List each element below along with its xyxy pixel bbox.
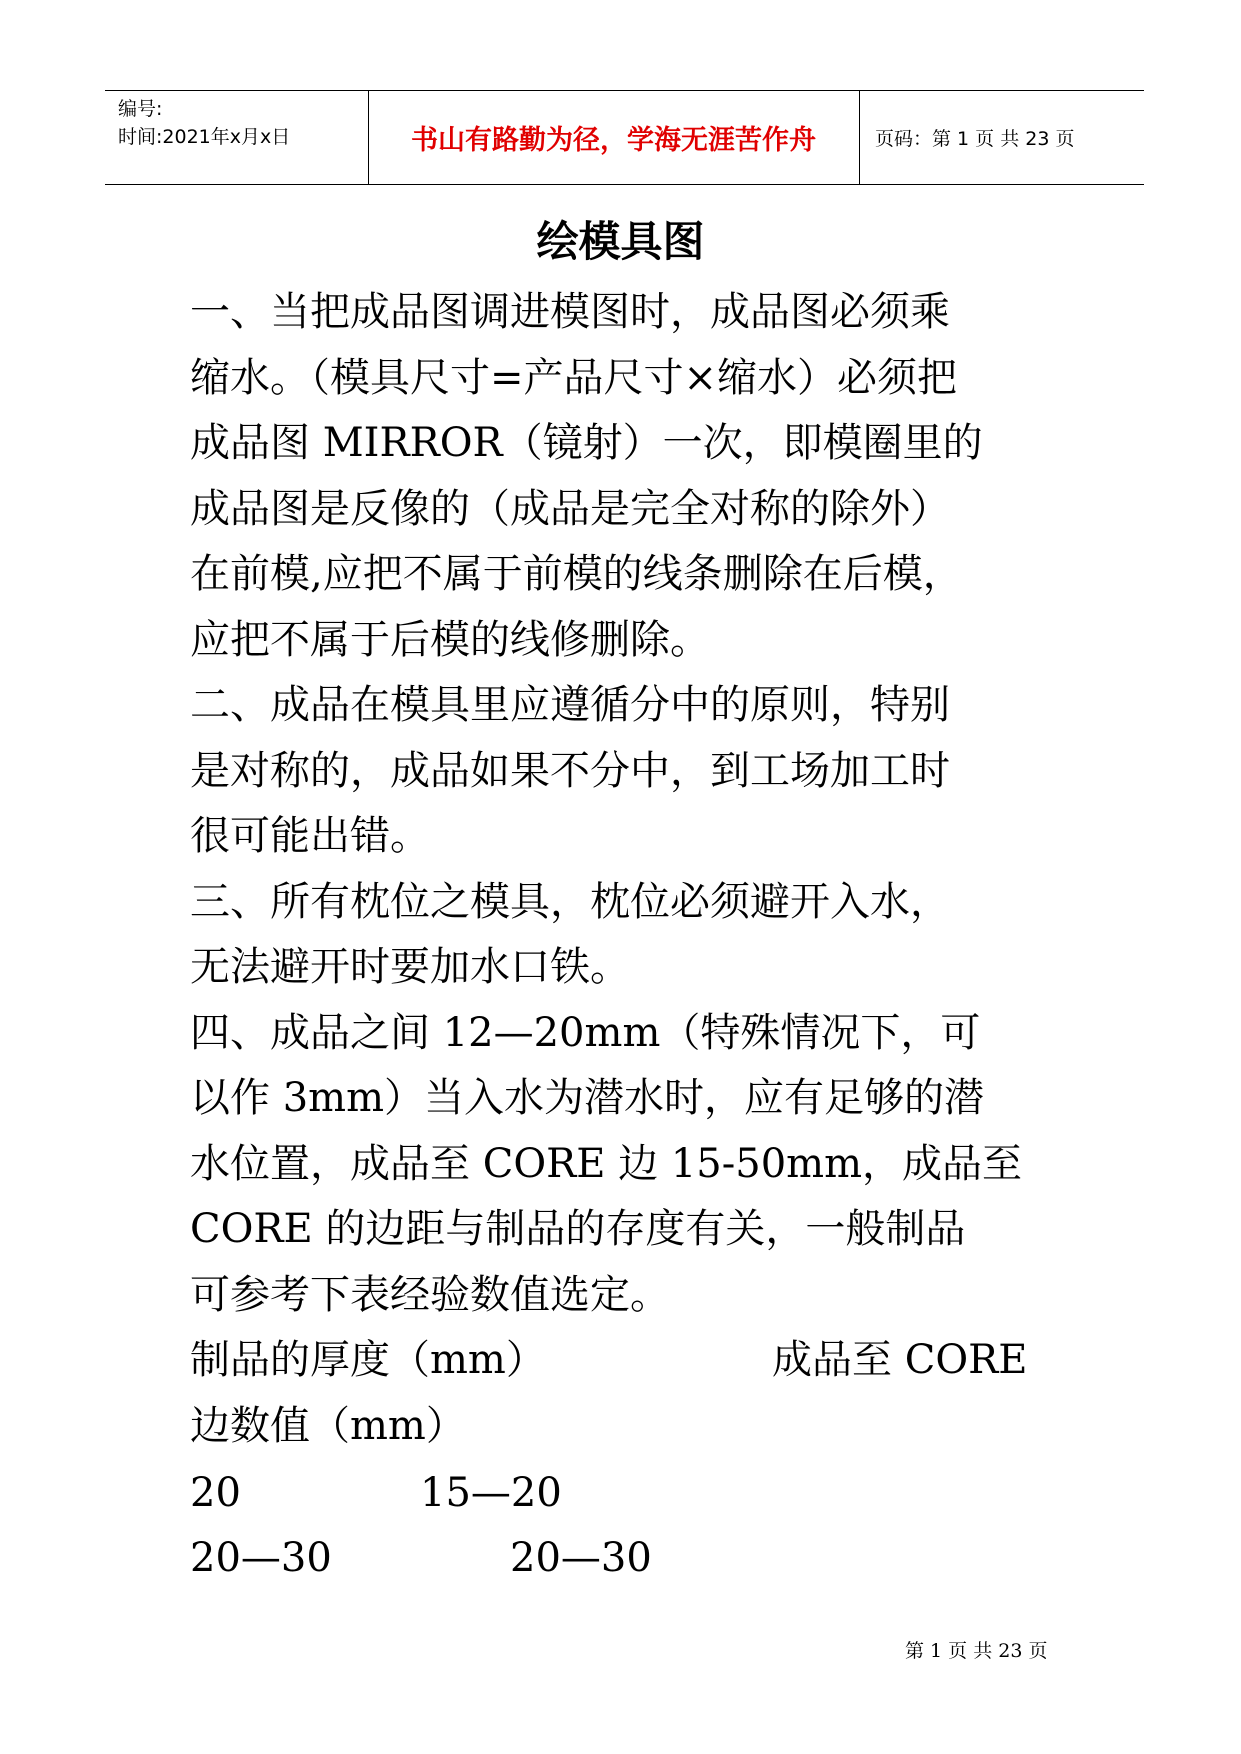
body-line: 一、当把成品图调进模图时，成品图必须乘 (190, 289, 950, 335)
document-body (190, 280, 1090, 1328)
header-divider (859, 91, 860, 184)
table-header-thickness: 制品的厚度（mm） (190, 1337, 546, 1383)
body-line: 以作 3mm）当入水为潜水时，应有足够的潜 (190, 1075, 985, 1121)
body-line: 成品图 MIRROR（镜射）一次，即模圈里的 (190, 420, 983, 466)
body-line: 可参考下表经验数值选定。 (190, 1271, 670, 1318)
body-line: 在前模,应把不属于前模的线条删除在后模， (190, 551, 963, 597)
table-header-value: 成品至 CORE (772, 1337, 1028, 1383)
body-line: 无法避开时要加水口铁。 (190, 944, 630, 990)
header-page-code: 页码：第 1 页 共 23 页 (875, 128, 1075, 150)
page-footer: 第 1 页 共 23 页 (905, 1640, 1048, 1662)
number-label: 编号: (118, 98, 163, 120)
body-line: 应把不属于后模的线修删除。 (190, 616, 710, 663)
body-line: 缩水。（模具尺寸=产品尺寸×缩水）必须把 (190, 354, 958, 401)
body-line: 很可能出错。 (190, 813, 430, 859)
table-cell-thickness: 20 (190, 1470, 241, 1516)
time-label: 时间:2021年x月x日 (118, 126, 291, 148)
table-cell-thickness: 20—30 (190, 1535, 332, 1581)
body-line: 三、所有枕位之模具，枕位必须避开入水， (190, 878, 950, 925)
header-meta (118, 95, 290, 151)
document-title: 绘模具图 (536, 217, 705, 266)
body-line: CORE 的边距与制品的存度有关，一般制品 (190, 1206, 966, 1252)
header-motto: 书山有路勤为径，学海无涯苦作舟 (411, 125, 816, 156)
table-cell-value: 15—20 (420, 1470, 562, 1516)
table-cell-value: 20—30 (510, 1535, 652, 1581)
table-header-value-cont: 边数值（mm） (190, 1403, 466, 1449)
body-line: 是对称的，成品如果不分中，到工场加工时 (190, 747, 950, 794)
body-line: 二、成品在模具里应遵循分中的原则，特别 (190, 682, 950, 728)
body-line: 水位置，成品至 CORE 边 15-50mm，成品至 (190, 1140, 1023, 1187)
body-line: 成品图是反像的（成品是完全对称的除外） (190, 485, 950, 532)
body-line: 四、成品之间 12—20mm（特殊情况下，可 (190, 1009, 981, 1056)
header-table (105, 90, 1144, 185)
